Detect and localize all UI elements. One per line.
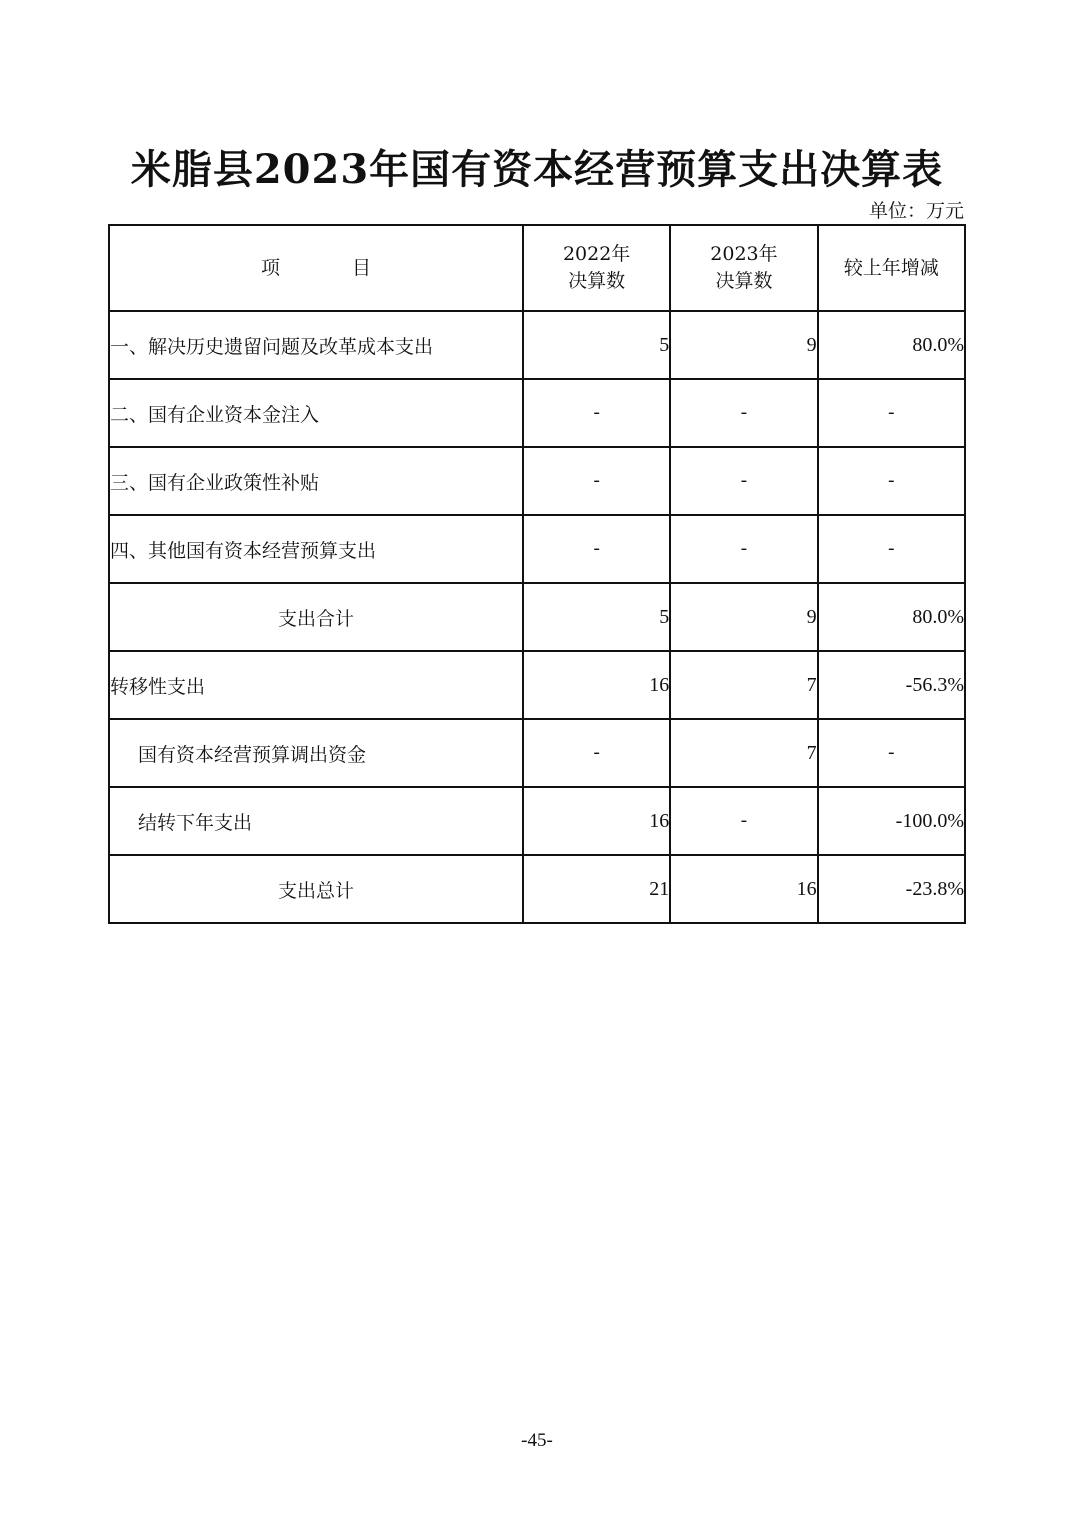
row-change: 80.0% bbox=[818, 583, 965, 651]
page-number: -45- bbox=[521, 1430, 553, 1451]
row-change: 80.0% bbox=[818, 311, 965, 379]
row-value-2023: 7 bbox=[670, 719, 817, 787]
row-value-2022: 5 bbox=[523, 583, 670, 651]
row-label: 三、国有企业政策性补贴 bbox=[109, 447, 523, 515]
table-row-total bbox=[109, 855, 965, 923]
header-2023-line1: 2023年 bbox=[710, 243, 778, 265]
table-header-row bbox=[109, 225, 965, 311]
table-row-subtotal bbox=[109, 583, 965, 651]
table-row bbox=[109, 651, 965, 719]
expenditure-table bbox=[108, 224, 966, 924]
header-change: 较上年增减 bbox=[818, 225, 965, 311]
header-item-part1: 项 bbox=[260, 256, 280, 279]
table-row bbox=[109, 515, 965, 583]
row-label: 二、国有企业资本金注入 bbox=[109, 379, 523, 447]
row-value-2022: - bbox=[523, 447, 670, 515]
table-row bbox=[109, 719, 965, 787]
row-change: -100.0% bbox=[818, 787, 965, 855]
table-row bbox=[109, 787, 965, 855]
header-item-part2: 目 bbox=[351, 256, 371, 279]
header-2023 bbox=[670, 225, 817, 311]
row-change: - bbox=[818, 379, 965, 447]
header-item bbox=[109, 225, 523, 311]
header-2022-line2: 决算数 bbox=[568, 270, 626, 292]
header-2022 bbox=[523, 225, 670, 311]
table-row bbox=[109, 447, 965, 515]
row-value-2022: 16 bbox=[523, 787, 670, 855]
row-value-2022: 16 bbox=[523, 651, 670, 719]
row-label: 一、解决历史遗留问题及改革成本支出 bbox=[109, 311, 523, 379]
table-row bbox=[109, 311, 965, 379]
row-label: 四、其他国有资本经营预算支出 bbox=[109, 515, 523, 583]
row-label: 转移性支出 bbox=[109, 651, 523, 719]
unit-label: 单位：万元 bbox=[868, 200, 964, 222]
row-label: 结转下年支出 bbox=[109, 787, 523, 855]
header-2022-line1: 2022年 bbox=[562, 243, 631, 265]
row-change: - bbox=[818, 719, 965, 787]
row-change: - bbox=[818, 515, 965, 583]
row-change: - bbox=[818, 447, 965, 515]
row-value-2022: 5 bbox=[523, 311, 670, 379]
row-value-2022: - bbox=[523, 719, 670, 787]
row-value-2023: 16 bbox=[670, 855, 817, 923]
row-value-2023: 9 bbox=[670, 311, 817, 379]
row-value-2022: 21 bbox=[523, 855, 670, 923]
row-value-2023: - bbox=[670, 787, 817, 855]
row-value-2022: - bbox=[523, 379, 670, 447]
header-2023-line2: 决算数 bbox=[715, 270, 773, 292]
table-row bbox=[109, 379, 965, 447]
row-value-2023: 7 bbox=[670, 651, 817, 719]
row-value-2023: 9 bbox=[670, 583, 817, 651]
row-change: -23.8% bbox=[818, 855, 965, 923]
row-label: 支出合计 bbox=[109, 583, 523, 651]
row-label: 国有资本经营预算调出资金 bbox=[109, 719, 523, 787]
row-value-2023: - bbox=[670, 515, 817, 583]
page-title: 米脂县2023年国有资本经营预算支出决算表 bbox=[130, 146, 944, 193]
row-change: -56.3% bbox=[818, 651, 965, 719]
row-label: 支出总计 bbox=[109, 855, 523, 923]
row-value-2023: - bbox=[670, 379, 817, 447]
row-value-2023: - bbox=[670, 447, 817, 515]
row-value-2022: - bbox=[523, 515, 670, 583]
